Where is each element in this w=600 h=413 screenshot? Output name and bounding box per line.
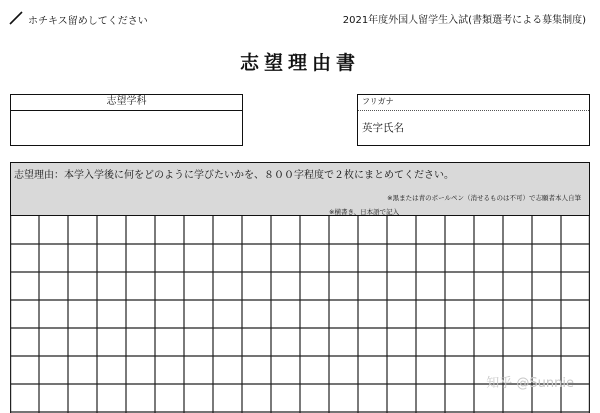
exam-title: 2021年度外国人留学生入試(書類選考による募集制度)	[342, 15, 586, 26]
reason-prompt: 志望理由：本学入学後に何をどのように学びたいかを、８００字程度で２枚にまとめてください。	[14, 170, 454, 181]
department-label: 志望学科	[11, 95, 242, 111]
staple-instruction: ホチキス留めしてください	[28, 16, 148, 27]
furigana-label: フリガナ	[362, 97, 394, 106]
reason-instructions	[10, 162, 590, 216]
staple-mark-icon	[9, 11, 23, 25]
name-label: 英字氏名	[362, 122, 404, 134]
watermark: 知乎 @Sunnie	[486, 376, 574, 391]
department-field[interactable]	[10, 94, 243, 146]
pen-note: ※黒または青のボールペン（消せるものは不可）で志願者本人自筆	[387, 194, 581, 202]
writing-note: ※横書き、日本語で記入	[329, 208, 400, 216]
furigana-divider	[358, 110, 589, 111]
name-field[interactable]	[357, 94, 590, 146]
page-title: 志望理由書	[239, 52, 360, 74]
